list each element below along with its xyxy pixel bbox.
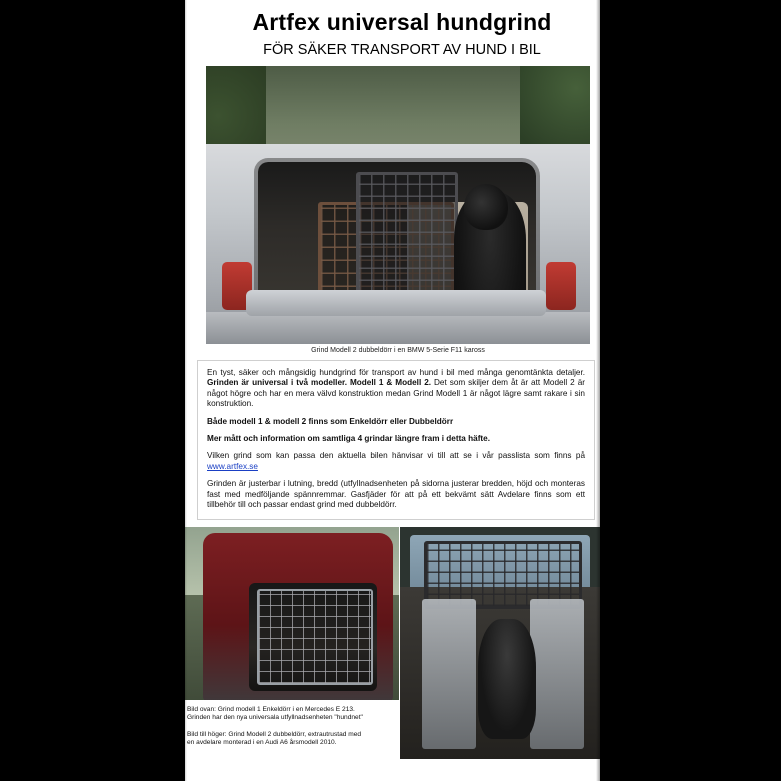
hero-caption: Grind Modell 2 dubbeldörr i en BMW 5-Serie F11 kaross (206, 344, 590, 358)
caption-left-line-2: Grinden har den nya universala utfyllnadsenheten "hundnet" (187, 714, 363, 722)
photo-bumper (246, 290, 546, 316)
page-subtitle: FÖR SÄKER TRANSPORT AV HUND I BIL (263, 42, 541, 58)
photo-left-car (203, 533, 393, 701)
paragraph-3 (207, 451, 585, 472)
photo-right-divider-right (530, 599, 584, 749)
photo-right-divider-left (422, 599, 476, 749)
paragraph-1-part-1: En tyst, säker och mångsidig hundgrind för transport av hund i bil med många genomtänkta detaljer. (207, 368, 585, 377)
paragraph-1-part-2: Det som skiljer dem åt är att Modell 2 är något högre och har en mera välvd konstruktion medan Grind Modell 1 är något lägre samt rakare i sin konstruktion. (207, 378, 585, 409)
photo-left-dog-guard (257, 589, 373, 685)
hero-photo-bmw-trunk (206, 66, 590, 344)
paragraph-1 (207, 368, 585, 410)
paragraph-1-bold: Grinden är universal i två modeller. Modell 1 & Modell 2. (207, 378, 432, 388)
body-text-block (197, 360, 595, 520)
photo-audi-a6 (400, 527, 600, 759)
paragraph-3-text: Vilken grind som kan passa den aktuella bilen hänvisar vi till att se i vår passlista som finns på (207, 451, 585, 461)
photo-dog-guard-right-panel (356, 172, 458, 308)
caption-left-line-3: Bild till höger: Grind Modell 2 dubbeldörr, extrautrustad med (187, 731, 362, 738)
paragraph-2-line-2: Mer mått och information om samtliga 4 grindar längre fram i detta häfte. (207, 434, 490, 444)
photo-right-dog (478, 619, 536, 739)
paragraph-2-line-1: Både modell 1 & modell 2 finns som Enkeldörr eller Dubbeldörr (207, 416, 454, 426)
photo-dog-head (464, 184, 508, 230)
photo-mercedes-e213 (185, 527, 399, 705)
caption-left-line-4: en avdelare monterad i en Audi A6 årsmodell 2010. (187, 739, 337, 747)
photo-car-body (206, 144, 590, 344)
artfex-website-link[interactable]: www.artfex.se (207, 461, 258, 471)
caption-left-line-1: Bild ovan: Grind modell 1 Enkeldörr i en Mercedes E 213. (187, 706, 355, 713)
page-title: Artfex universal hundgrind (252, 9, 552, 35)
title-block (195, 4, 595, 74)
paragraph-4: Grinden är justerbar i lutning, bredd (utfyllnadsenheten på sidorna justerar bredden, höjd och monteras fast med medföljande spännremmar. Gasfjäder för att på ett bekvämt sätt Avdelare finns som ett tillbehör till och passar endast grind med dubbeldörr. (207, 479, 585, 510)
caption-left-lower (187, 731, 392, 748)
photo-left-trunk (249, 583, 377, 691)
photo-taillight-right (546, 262, 576, 310)
photo-rear-bumper-area (206, 312, 590, 344)
caption-left-upper (187, 706, 392, 723)
